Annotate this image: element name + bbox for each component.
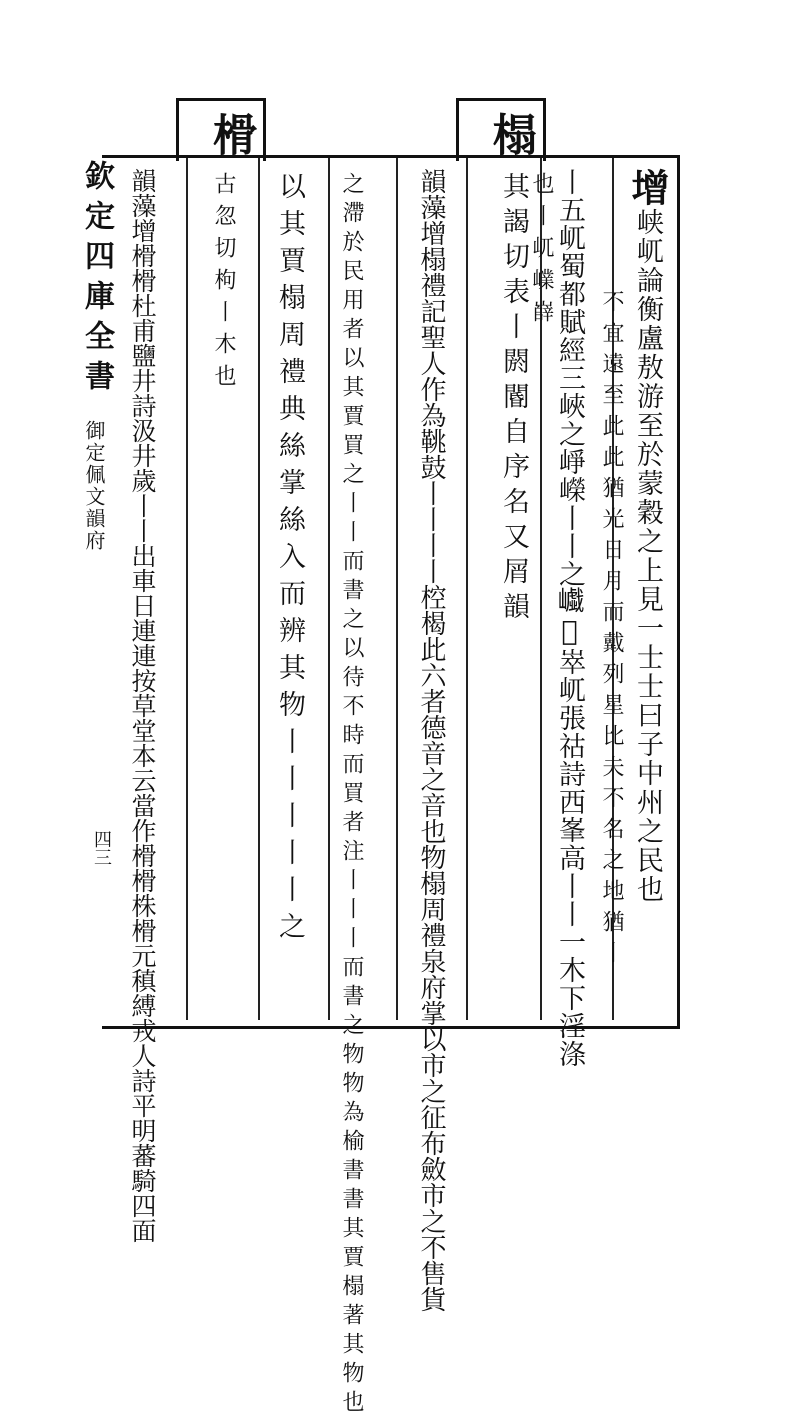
column-text: 也丨屼嶫嶭 [529,172,554,332]
page-number: 四三 [91,830,112,866]
column-rule [396,158,398,1020]
text-column-10 [128,168,157,1243]
text-column-7 [339,172,364,1419]
text-column-6 [416,168,446,1312]
column-text: 以其賈榻周禮典絲掌絲入而辨其物丨丨丨丨丨之 [274,172,305,949]
text-column-3 [554,168,585,1068]
text-column-1 [625,168,670,1018]
text-column-5 [500,172,527,627]
column-text: 不宜遠至此此猶光日月而戴列星比夫不名之地猶丨 [599,290,624,972]
column-text: 其謁切表丨閼閽自序名又屑韻 [498,172,529,627]
column-rule [186,158,188,1020]
tab-left-char: 榾 [205,112,256,156]
top-rule [260,155,456,158]
text-column-8 [276,172,303,949]
margin-title: 欽定四庫全書 [79,160,114,400]
text-column-9 [212,172,234,396]
column-rule [258,158,260,1020]
column-text: 韻藻增榾榾杜甫鹽井詩汲井歲丨丨出車日連連按草堂本云當作榾榾株榾元稹縛戎人詩平明蕃騎四面 [128,168,157,1243]
column-text: 峡屼論衡盧敖游至於蒙穀之上見一士士曰子中州之民也 [632,208,663,904]
margin-subtitle: 御定佩文韻府 [82,420,106,552]
entry-head: 增 [625,168,670,208]
page-frame [102,155,680,1029]
column-rule [328,158,330,1020]
column-text: 韻藻增榻禮記聖人作為鞉鼓丨丨丨丨椌楬此六者德音之音也物榻周禮泉府掌以市之征布斂市之不售貨 [416,168,446,1312]
text-column-2 [600,290,622,1020]
column-text: 之滯於民用者以其賈買之丨丨而書之以待不時而買者注丨丨丨而書之物物為榆書書其賈榻著其物也 [339,172,364,1419]
column-rule [466,158,468,1020]
column-text: 古忽切枸丨木也 [211,172,236,396]
column-text: 丨五屼蜀都賦經三峽之崢嶸丨丨之𡾟𡼭崒屼張祜詩西峯高丨丨一木下淫涤 [554,168,585,1068]
tab-right-char: 榻 [485,112,536,156]
text-column-4 [530,172,552,332]
